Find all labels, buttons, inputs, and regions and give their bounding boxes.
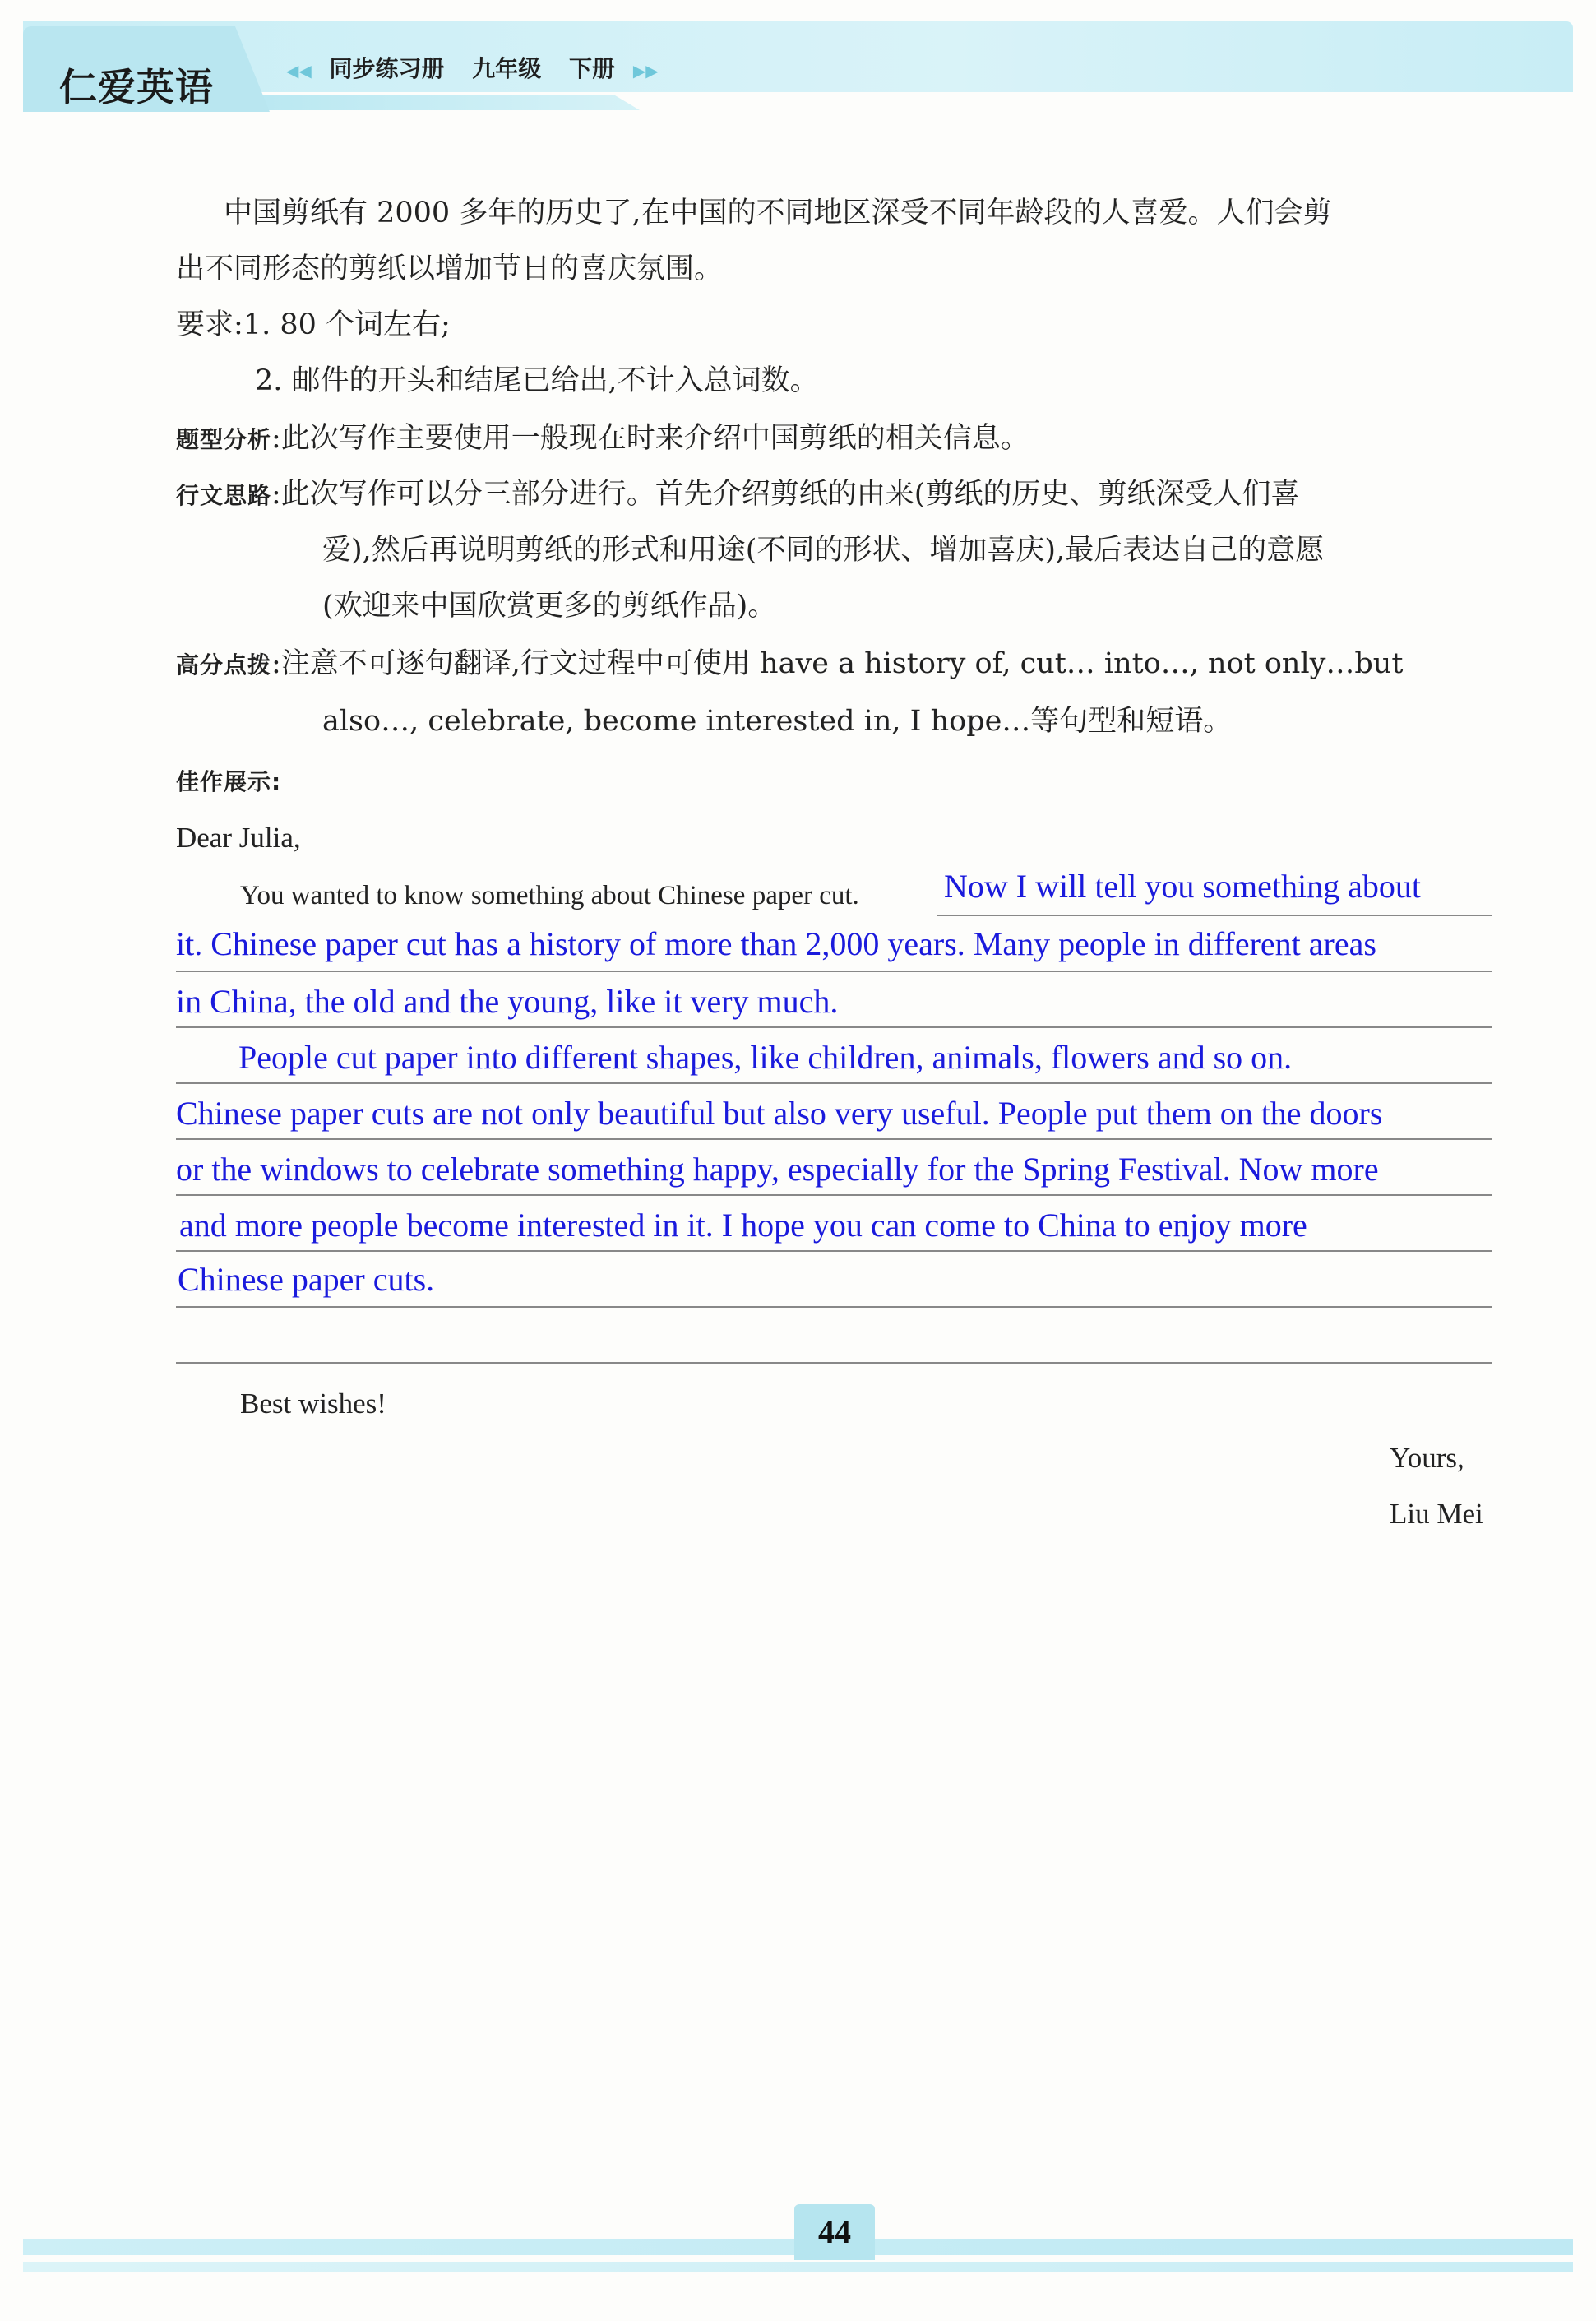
answer-line-8: Chinese paper cuts. bbox=[178, 1261, 435, 1298]
answer-line-7: and more people become interested in it. I hope you can come to China to enjoy more bbox=[179, 1207, 1307, 1244]
series-logo: 仁爱英语 bbox=[59, 65, 214, 109]
sample-essay bbox=[176, 763, 281, 798]
volume-label: 下册 bbox=[569, 55, 616, 82]
answer-line-3: in China, the old and the young, like it very much. bbox=[176, 983, 839, 1020]
footer-stripe bbox=[23, 2262, 1573, 2272]
writing-idea-line-3: (欢迎来中国欣赏更多的剪纸作品)。 bbox=[322, 590, 777, 623]
writing-idea-line-2: 爱),然后再说明剪纸的形式和用途(不同的形状、增加喜庆),最后表达自己的意愿 bbox=[322, 534, 1325, 567]
writing-idea-label: 行文思路 bbox=[176, 482, 272, 509]
writing-idea bbox=[176, 477, 1299, 512]
double-left-arrow-icon: ◀◀ bbox=[286, 61, 312, 81]
letter-greeting: Dear Julia, bbox=[176, 822, 301, 854]
type-analysis-label: 题型分析 bbox=[176, 426, 272, 453]
writing-idea-line-1: :此次写作可以分三部分进行。首先介绍剪纸的由来(剪纸的历史、剪纸深受人们喜 bbox=[271, 478, 1300, 511]
high-score-tips bbox=[176, 646, 1403, 681]
type-analysis-text: :此次写作主要使用一般现在时来介绍中国剪纸的相关信息。 bbox=[271, 422, 1029, 455]
prompt-line-2: 出不同形态的剪纸以增加节日的喜庆氛围。 bbox=[176, 252, 724, 285]
requirements bbox=[176, 308, 451, 342]
prompt-line-1: 中国剪纸有 2000 多年的历史了,在中国的不同地区深受不同年龄段的人喜爱。人们会剪 bbox=[224, 197, 1332, 229]
grade-label: 九年级 bbox=[472, 55, 542, 82]
requirement-2: 2. 邮件的开头和结尾已给出,不计入总词数。 bbox=[255, 364, 819, 397]
requirements-label: 要求: bbox=[176, 308, 243, 341]
answer-line-6: or the windows to celebrate something happy, especially for the Spring Festival. Now more bbox=[176, 1151, 1379, 1188]
high-score-tips-line-2: also…, celebrate, become interested in, I hope…等句型和短语。 bbox=[322, 705, 1233, 738]
ruled-line-6 bbox=[176, 1194, 1492, 1196]
double-right-arrow-icon: ▶▶ bbox=[632, 61, 659, 81]
answer-line-2: it. Chinese paper cut has a history of more than 2,000 years. Many people in different areas bbox=[176, 925, 1376, 962]
ruled-line-2 bbox=[176, 971, 1492, 972]
letter-sign-off: Yours, bbox=[1390, 1442, 1464, 1474]
sample-essay-label: 佳作展示: bbox=[176, 768, 282, 795]
answer-line-1: Now I will tell you something about bbox=[944, 868, 1421, 905]
ruled-line-3 bbox=[176, 1026, 1492, 1028]
letter-opening: You wanted to know something about Chinese paper cut. bbox=[240, 881, 859, 910]
book-info bbox=[286, 51, 659, 84]
ruled-line-9 bbox=[176, 1362, 1492, 1364]
answer-line-5: Chinese paper cuts are not only beautiful but also very useful. People put them on the doors bbox=[176, 1095, 1383, 1132]
high-score-tips-line-1: :注意不可逐句翻译,行文过程中可使用 have a history of, cut… into…, not only…but bbox=[271, 647, 1404, 680]
letter-closing: Best wishes! bbox=[240, 1388, 386, 1420]
answer-line-4: People cut paper into different shapes, like children, animals, flowers and so on. bbox=[238, 1039, 1293, 1076]
ruled-line-1 bbox=[937, 915, 1492, 916]
ruled-line-7 bbox=[176, 1250, 1492, 1252]
requirement-1: 1. 80 个词左右; bbox=[243, 308, 451, 341]
book-title: 同步练习册 bbox=[329, 55, 445, 82]
ruled-line-4 bbox=[176, 1082, 1492, 1084]
type-analysis bbox=[176, 421, 1029, 456]
high-score-tips-label: 高分点拨 bbox=[176, 651, 272, 679]
ruled-line-5 bbox=[176, 1138, 1492, 1140]
page-header bbox=[23, 20, 1573, 120]
ruled-line-8 bbox=[176, 1306, 1492, 1308]
page-number: 44 bbox=[818, 2213, 851, 2250]
letter-signature: Liu Mei bbox=[1390, 1498, 1483, 1530]
